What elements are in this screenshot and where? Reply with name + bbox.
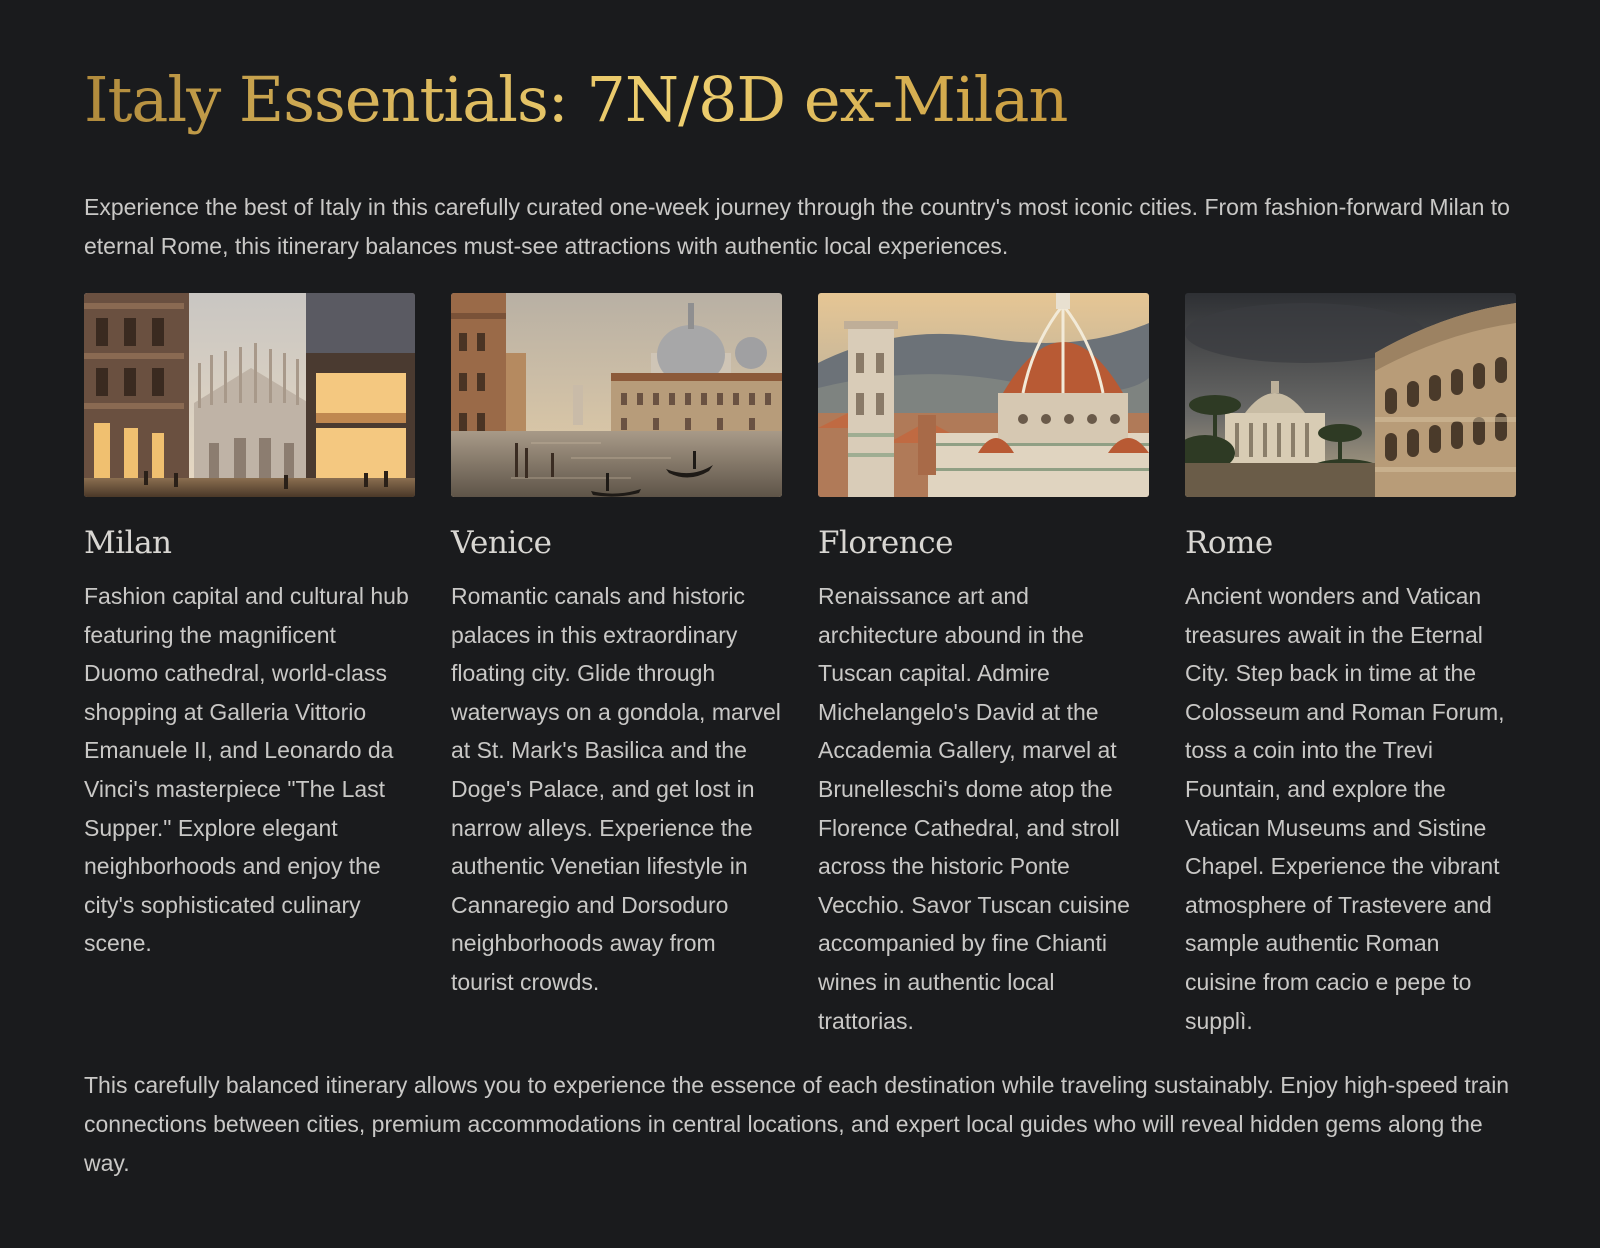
rome-photo bbox=[1185, 293, 1516, 497]
destination-card-florence bbox=[818, 293, 1149, 1034]
card-description: Romantic canals and historic palaces in this extraordinary floating city. Glide through waterways on a gondola, marvel at St. Mark's Basilica and the Doge's Palace, and get lost in narrow alleys. Experience the authentic Venetian lifestyle in Cannaregio and Dorsoduro neighborhoods away from tourist crowds. bbox=[451, 583, 781, 995]
florence-duomo-image bbox=[818, 293, 1149, 497]
intro-paragraph: Experience the best of Italy in this carefully curated one-week journey through the country's most iconic cities. From fashion-forward Milan to eternal Rome, this itinerary balances must-see attractions with authentic local experiences. bbox=[84, 194, 1510, 259]
destination-card-venice bbox=[451, 293, 782, 995]
card-description: Ancient wonders and Vatican treasures await in the Eternal City. Step back in time at the Colosseum and Roman Forum, toss a coin into the Trevi Fountain, and explore the Vatican Museums and Sistine Chapel. Experience the vibrant atmosphere of Trastevere and sample authentic Roman cuisine from cacio e pepe to supplì. bbox=[1185, 583, 1505, 1034]
destination-card-rome bbox=[1185, 293, 1516, 1034]
venice-photo bbox=[451, 293, 782, 497]
destination-cards bbox=[84, 293, 1516, 1033]
milan-duomo-image bbox=[84, 293, 415, 497]
card-title: Venice bbox=[451, 525, 552, 561]
card-description: Renaissance art and architecture abound in the Tuscan capital. Admire Michelangelo's David at the Accademia Gallery, marvel at Brunelleschi's dome atop the Florence Cathedral, and stroll across the historic Ponte Vecchio. Savor Tuscan cuisine accompanied by fine Chianti wines in authentic local trattorias. bbox=[818, 583, 1130, 1034]
card-title: Rome bbox=[1185, 525, 1273, 561]
venice-canal-image bbox=[451, 293, 782, 497]
milan-photo bbox=[84, 293, 415, 497]
florence-photo bbox=[818, 293, 1149, 497]
page-title: Italy Essentials: 7N/8D ex-Milan bbox=[84, 58, 1067, 142]
card-description: Fashion capital and cultural hub featuring the magnificent Duomo cathedral, world-class shopping at Galleria Vittorio Emanuele II, and Leonardo da Vinci's masterpiece "The Last Supper." Explore elegant neighborhoods and enjoy the city's sophisticated culinary scene. bbox=[84, 583, 409, 957]
rome-colosseum-image bbox=[1185, 293, 1516, 497]
closing-paragraph: This carefully balanced itinerary allows you to experience the essence of each destination while traveling sustainably. Enjoy high-speed train connections between cities, premium accommodations in central locations, and expert local guides who will reveal hidden gems along the way. bbox=[84, 1072, 1510, 1176]
card-title: Milan bbox=[84, 525, 172, 561]
card-title: Florence bbox=[818, 525, 953, 561]
destination-card-milan bbox=[84, 293, 415, 957]
